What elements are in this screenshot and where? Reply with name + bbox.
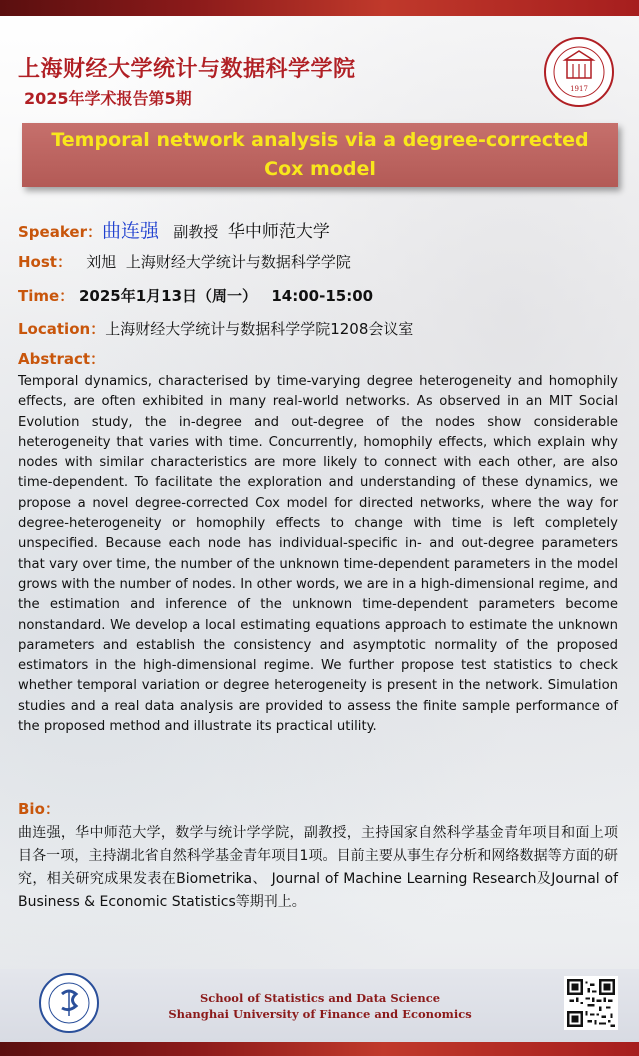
location-place: 上海财经大学统计与数据科学学院1208会议室 <box>105 320 414 338</box>
report-series: 2025年学术报告第5期 <box>24 89 192 108</box>
talk-title-banner <box>22 123 618 187</box>
location-label: Location： <box>18 320 106 338</box>
abstract-text: Temporal dynamics, characterised by time-varying degree heterogeneity and homophily effects, are often exhibited in many real-world networks. As observed in an MIT Social Evolution study, the in-degree and out-degree of the nodes show considerable heterogeneity that varies with time. Concurrently, homophily effects, which explain why nodes with similar characteristics are more likely to connect with each other, are also time-dependent. To facilitate the exploration and understanding of these dynamics, we propose a novel degree-corrected Cox model for directed networks, where the way for degree-heterogeneity or homophily effects to change with time is left completely unspecified. Because each node has individual-specific in- and out-degree parameters that vary over time, the number of the unknown time-dependent parameters in the model grows with the number of nodes. In other words, we are in a high-dimensional regime, and the estimation and inference of the unknown time-dependent parameters become nonstandard. We develop a local estimating equations approach to estimate the unknown parameters and establish the consistency and asymptotic normality of the proposed estimators in the high-dimensional regime. We further propose test statistics to check whether temporal variation or degree heterogeneity is present in the network. Simulation studies and a real data analysis are provided to assess the finite sample performance of the proposed method and illustrate its practical utility. <box>18 374 618 735</box>
school-name: 上海财经大学统计与数据科学学院 <box>18 57 356 82</box>
university-seal-icon <box>543 36 615 108</box>
talk-date: 2025年1月13日（周一） <box>78 287 258 305</box>
footer-school-name <box>150 990 490 1022</box>
time-label: Time： <box>18 287 75 305</box>
bio-text: 曲连强，华中师范大学，数学与统计学学院，副教授，主持国家自然科学基金青年项目和面上项目各一项，主持湖北省自然科学基金青年项目1项。目前主要从事生存分析和网络数据等方面的研究，相关研究成果发表在Biometrika、 Journal of Machine Learning Research及Journal of Business & Economic Statistics等期刊上。 <box>18 825 618 910</box>
bottom-decorative-bar <box>0 1042 639 1056</box>
bio-label: Bio： <box>18 800 60 818</box>
speaker-rank: 副教授 <box>173 223 219 241</box>
qr-code-icon[interactable] <box>564 976 618 1030</box>
speaker-name: 曲连强 <box>101 220 159 242</box>
host-label: Host： <box>18 253 72 271</box>
host-line <box>18 251 351 272</box>
speaker-line <box>18 216 330 243</box>
time-line <box>18 285 373 306</box>
location-line <box>18 318 413 339</box>
seal-year: 1917 <box>570 85 588 93</box>
talk-hours: 14:00-15:00 <box>271 287 374 305</box>
footer-line-1: School of Statistics and Data Science <box>199 991 441 1005</box>
speaker-label: Speaker： <box>18 223 102 241</box>
host-affiliation: 上海财经大学统计与数据科学学院 <box>125 253 351 271</box>
host-name: 刘旭 <box>86 253 117 271</box>
footer-line-2: Shanghai University of Finance and Economics <box>168 1007 472 1021</box>
school-logo-icon <box>38 972 100 1034</box>
talk-title: Temporal network analysis via a degree-corrected Cox model <box>51 129 589 180</box>
speaker-affiliation: 华中师范大学 <box>227 222 330 242</box>
top-decorative-bar <box>0 0 639 16</box>
abstract-label: Abstract： <box>18 350 106 368</box>
